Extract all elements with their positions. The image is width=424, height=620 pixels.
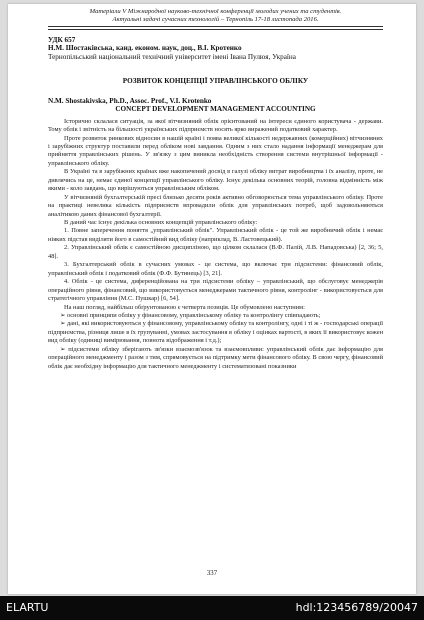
footer-bar [0, 596, 424, 620]
header-rule-thin [48, 29, 383, 30]
affiliation: Тернопільський національний технічний університет імені Івана Пулюя, Україна [48, 52, 296, 61]
bullet-item: ➢ основні принципи обліку у фінансовому, управлінському обліку та контролінгу співпадають; [60, 312, 321, 320]
handle-identifier: hdl:123456789/20047 [295, 601, 418, 614]
document-page [8, 4, 416, 594]
list-item: 2. Управлінський облік є самостійною дисципліною, що цілком склалася (В.Ф. Палій, Л.В. Нападовська) [2, 36; 5, 48]. [48, 244, 383, 260]
paragraph: В даний час існує декілька основних концепцій управлінського обліку: [64, 219, 258, 227]
list-item: 4. Облік - це система, диференційована на три підсистеми обліку – управлінський, що обслуговує менеджерів операційного рівня, фінансовий, що використовується менеджерами тактичного рівня, контролінг - використовується для стратегічного управління (М.С. Пушкар) [6, 54]. [48, 278, 383, 303]
authors-uk: Н.М. Шостаківська, канд. економ. наук, доц., В.І. Кротенко [48, 44, 242, 53]
udk-code: УДК 657 [48, 35, 76, 44]
running-header-line-1: Матеріали V Міжнародної науково-технічної конференції молодих учених та студентів. [89, 8, 342, 15]
list-item: 1. Повне заперечення поняття „управлінський облік". Управлінський облік - це той же виробничий облік і немає ніяких підстав виділяти його в самостійний вид обліку (наприклад, В. Ластовецький). [48, 227, 383, 243]
page-content [48, 8, 383, 371]
bullet-item: ➢ підсистеми обліку зберігають зв'язки взаємозв'язок та взаємовпливи: управлінський облік дає інформацію для операційного менеджменту і разом з тим, спрямовується на підтримку мети фінансового обліку. В свою чергу, фінансовий облік дає необхідну інформацію для тактичного менеджменту і систематизовані показники [48, 345, 383, 370]
paragraph: В Україні та в зарубіжних країнах вже накопичений досвід в галузі обліку витрат виробництва і їх аналізу, проте, не дивлячись на це, немає єдиної концепції управлінського обліку. Існує декілька основних теорій, головна відмінність між якими - коло завдань, що вирішуються управлінським обліком. [48, 168, 383, 193]
title-en: CONCEPT DEVELOPMENT MANAGEMENT ACCOUNTING [115, 105, 316, 114]
title-uk: РОЗВИТОК КОНЦЕПЦІЇ УПРАВЛІНСЬКОГО ОБЛІКУ [122, 77, 309, 86]
body-text [48, 118, 383, 372]
paragraph: У вітчизняній бухгалтерській пресі близько десяти років активно обговорюється тема управлінського обліку. Проте на практиці невелика кількість підприємств впровадили облік для управлінських потреб, щоб задовольняються аналітикою даних фінансової бухгалтерії. [48, 193, 383, 218]
header-rule [48, 26, 383, 27]
paragraph: На наш погляд, найбільш обґрунтованою є четверта позиція. Це обумовлено наступним: [64, 303, 305, 311]
list-item: 3. Бухгалтерський облік в сучасних умовах - це система, що включає три підсистеми: фінансовий облік, управлінський облік і податковий облік (Ф.Ф. Бутинець) [3, 21]. [48, 261, 383, 277]
repository-name: ELARTU [6, 601, 49, 614]
paragraph: Проте розвиток ринкових відносин в нашій країні і поява великої кількості недержавних (комерційних) вітчизняних і зарубіжних структур поставили перед обліком нові завдання. Одним з них стало надання інформації менеджерам для прийняття управлінських рішень. У зв'язку з цим виникла необхідність створення системи внутрішньої інформації - управлінського обліку. [48, 134, 383, 167]
paragraph: Історично склалася ситуація, за якої вітчизняний облік орієнтований на інтереси єдиного користувача - держави. Тому облік і звітність на більшості українських підприємств носять ярко виражений податковий характер. [48, 117, 383, 134]
page-number: 337 [206, 570, 218, 577]
bullet-item: ➢ дані, які використовуються у фінансовому, управлінському обліку та контролінгу, одні і ті ж - господарські операції підприємства, різниця лише в їх групуванні, умовах застосування в обліку і оцінках вартості, в яких її використовує кожен вид обліку (одиниці вимірювання, повнота відображення і т.д.); [48, 320, 383, 345]
running-header-line-2: Актуальні задачі сучасних технологій – Тернопіль 17-18 листопада 2016. [112, 15, 319, 23]
authors-en: N.M. Shostakivska, Ph.D., Assoc. Prof., V.I. Krotenko [48, 96, 212, 105]
